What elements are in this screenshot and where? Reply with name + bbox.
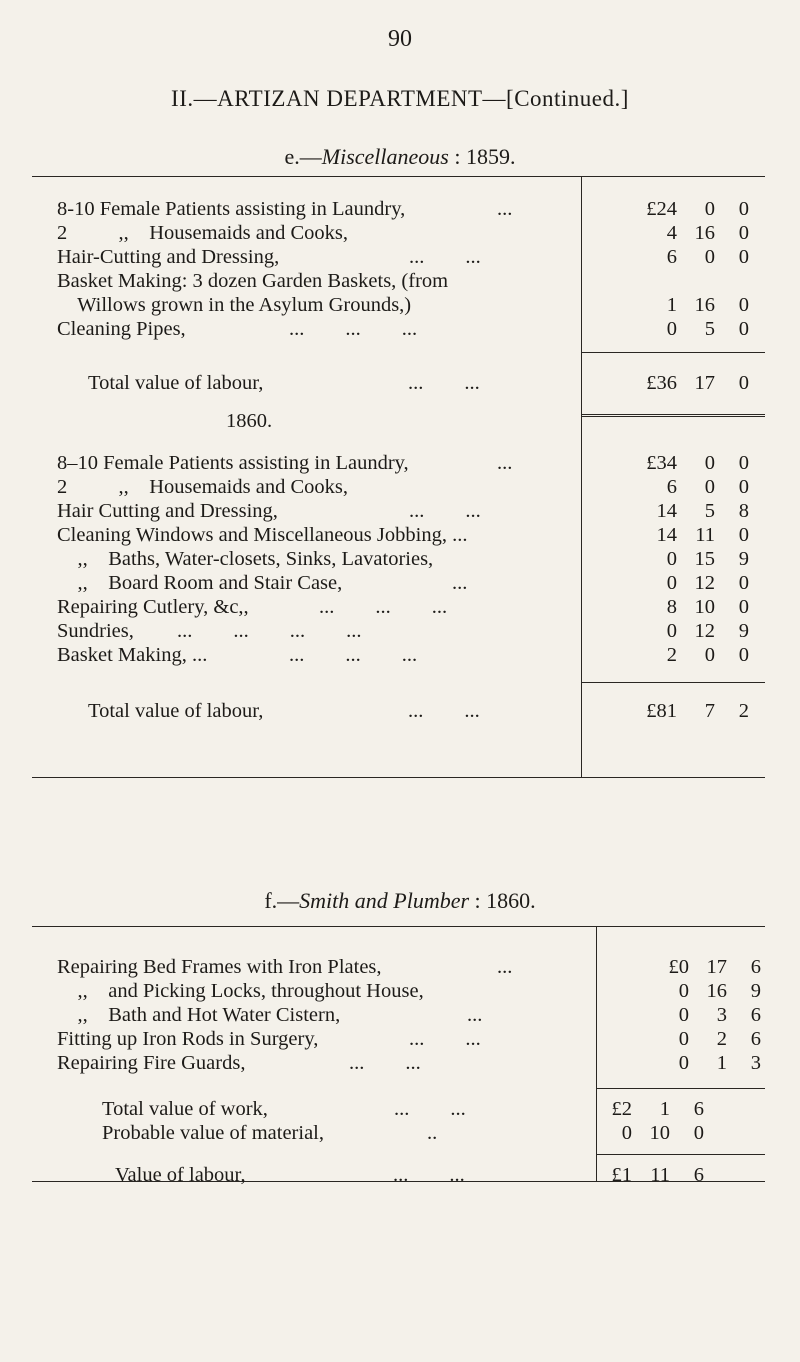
leader-dots: ... bbox=[497, 956, 513, 978]
pence: 0 bbox=[738, 476, 749, 498]
amount bbox=[623, 1028, 761, 1051]
shillings: 15 bbox=[694, 548, 715, 570]
pence: 6 bbox=[693, 1098, 704, 1120]
pounds: 0 bbox=[678, 1052, 689, 1074]
pence: 0 bbox=[738, 246, 749, 268]
section-f-title bbox=[0, 888, 800, 914]
leader-dots: ... ... bbox=[394, 1098, 466, 1120]
row-label: ,, and Picking Locks, throughout House, bbox=[57, 980, 424, 1002]
labour-amount bbox=[566, 1164, 704, 1187]
amount bbox=[623, 980, 761, 1003]
section-f-suffix: : 1860. bbox=[469, 888, 536, 913]
table-row bbox=[57, 294, 749, 320]
pounds: 0 bbox=[666, 572, 677, 594]
pence: 3 bbox=[750, 1052, 761, 1074]
total-label: Total value of work, bbox=[102, 1098, 268, 1120]
pence: 0 bbox=[693, 1122, 704, 1144]
shillings: 7 bbox=[704, 700, 715, 722]
pence: 0 bbox=[738, 596, 749, 618]
amount bbox=[623, 1004, 761, 1027]
leader-dots: ... ... bbox=[408, 372, 480, 394]
row-label: Cleaning Pipes, bbox=[57, 318, 186, 340]
amount bbox=[611, 500, 749, 523]
amount bbox=[623, 956, 761, 979]
row-label: Hair-Cutting and Dressing, bbox=[57, 246, 280, 268]
shillings: 0 bbox=[704, 452, 715, 474]
year-label: 1860. bbox=[226, 410, 273, 432]
pounds: 0 bbox=[666, 620, 677, 642]
pounds: £36 bbox=[646, 372, 677, 394]
row-label: Hair Cutting and Dressing, bbox=[57, 500, 278, 522]
shillings: 0 bbox=[704, 644, 715, 666]
row-label: ,, Bath and Hot Water Cistern, bbox=[57, 1004, 341, 1026]
pounds: 1 bbox=[666, 294, 677, 316]
row-label: Fitting up Iron Rods in Surgery, bbox=[57, 1028, 319, 1050]
shillings: 16 bbox=[694, 222, 715, 244]
row-label: Basket Making: 3 dozen Garden Baskets, (from bbox=[57, 270, 449, 292]
total-label: Total value of labour, bbox=[88, 372, 264, 394]
amount bbox=[611, 644, 749, 667]
leader-dots: ... ... ... ... bbox=[177, 620, 362, 642]
total-amount bbox=[566, 1098, 704, 1121]
section-e-title bbox=[0, 144, 800, 170]
amount bbox=[611, 452, 749, 475]
row-label: ,, Board Room and Stair Case, bbox=[57, 572, 343, 594]
section-f-title-italic: Smith and Plumber bbox=[299, 888, 470, 913]
pounds: £1 bbox=[611, 1164, 632, 1186]
shillings: 16 bbox=[706, 980, 727, 1002]
labour-label: Value of labour, bbox=[115, 1164, 246, 1186]
pence: 0 bbox=[738, 198, 749, 220]
pence: 8 bbox=[738, 500, 749, 522]
page-number: 90 bbox=[388, 26, 412, 52]
pounds: 4 bbox=[666, 222, 677, 244]
leader-dots: ... bbox=[467, 1004, 483, 1026]
pounds: 0 bbox=[678, 1004, 689, 1026]
total-amount bbox=[611, 372, 749, 395]
material-amount bbox=[566, 1122, 704, 1145]
pence: 2 bbox=[738, 700, 749, 722]
pence: 0 bbox=[738, 644, 749, 666]
pounds: 0 bbox=[621, 1122, 632, 1144]
shillings: 10 bbox=[649, 1122, 670, 1144]
section-e-suffix: : 1859. bbox=[448, 144, 516, 169]
pounds: 14 bbox=[656, 500, 677, 522]
year-rule bbox=[581, 414, 765, 417]
shillings: 0 bbox=[704, 246, 715, 268]
row-label: ,, Baths, Water-closets, Sinks, Lavatories, bbox=[57, 548, 434, 570]
leader-dots: ... bbox=[497, 198, 513, 220]
section-f-prefix: f.— bbox=[264, 888, 300, 913]
subtotal-rule bbox=[596, 1088, 765, 1089]
total-amount bbox=[611, 700, 749, 723]
shillings: 2 bbox=[716, 1028, 727, 1050]
pence: 0 bbox=[738, 222, 749, 244]
pounds: 2 bbox=[666, 644, 677, 666]
amount bbox=[611, 620, 749, 643]
pounds: 0 bbox=[666, 548, 677, 570]
amount bbox=[611, 476, 749, 499]
amount bbox=[611, 572, 749, 595]
row-label: Willows grown in the Asylum Grounds,) bbox=[57, 294, 412, 316]
pence: 0 bbox=[738, 572, 749, 594]
pence: 9 bbox=[738, 548, 749, 570]
pounds: £0 bbox=[668, 956, 689, 978]
row-label: Repairing Fire Guards, bbox=[57, 1052, 246, 1074]
department-heading: II.—ARTIZAN DEPARTMENT—[Continued.] bbox=[171, 86, 629, 111]
row-label: Basket Making, ... bbox=[57, 644, 208, 666]
pence: 6 bbox=[693, 1164, 704, 1186]
leader-dots: .. bbox=[427, 1122, 438, 1144]
pounds: 14 bbox=[656, 524, 677, 546]
material-label: Probable value of material, bbox=[102, 1122, 324, 1144]
pence: 9 bbox=[750, 980, 761, 1002]
section-e-title-italic: Miscellaneous bbox=[321, 144, 449, 169]
table-row bbox=[57, 222, 749, 248]
pence: 0 bbox=[738, 524, 749, 546]
pounds: £81 bbox=[646, 700, 677, 722]
pence: 0 bbox=[738, 372, 749, 394]
leader-dots: ... ... bbox=[409, 246, 481, 268]
leader-dots: ... ... bbox=[409, 1028, 481, 1050]
amount bbox=[611, 198, 749, 221]
row-label: 2 ,, Housemaids and Cooks, bbox=[57, 476, 348, 498]
leader-dots: ... ... bbox=[409, 500, 481, 522]
subtotal-rule bbox=[581, 682, 765, 683]
row-label: Cleaning Windows and Miscellaneous Jobbing, ... bbox=[57, 524, 468, 546]
pounds: 0 bbox=[678, 1028, 689, 1050]
pounds: 0 bbox=[666, 318, 677, 340]
leader-dots: ... ... bbox=[349, 1052, 421, 1074]
amount bbox=[611, 246, 749, 269]
shillings: 12 bbox=[694, 620, 715, 642]
pounds: 6 bbox=[666, 476, 677, 498]
shillings: 10 bbox=[694, 596, 715, 618]
shillings: 16 bbox=[694, 294, 715, 316]
shillings: 17 bbox=[706, 956, 727, 978]
pence: 0 bbox=[738, 294, 749, 316]
shillings: 11 bbox=[650, 1164, 670, 1186]
amount bbox=[611, 596, 749, 619]
amount bbox=[611, 548, 749, 571]
leader-dots: ... ... ... bbox=[319, 596, 448, 618]
subtotal-rule bbox=[581, 352, 765, 353]
pence: 6 bbox=[750, 956, 761, 978]
amount bbox=[623, 1052, 761, 1075]
pounds: 8 bbox=[666, 596, 677, 618]
leader-dots: ... ... ... bbox=[289, 318, 418, 340]
pence: 6 bbox=[750, 1028, 761, 1050]
pence: 0 bbox=[738, 452, 749, 474]
leader-dots: ... bbox=[452, 572, 468, 594]
pence: 6 bbox=[750, 1004, 761, 1026]
pounds: £24 bbox=[646, 198, 677, 220]
amount bbox=[611, 294, 749, 317]
shillings: 0 bbox=[704, 476, 715, 498]
shillings: 11 bbox=[695, 524, 715, 546]
shillings: 5 bbox=[704, 500, 715, 522]
pounds: 0 bbox=[678, 980, 689, 1002]
amount bbox=[611, 222, 749, 245]
leader-dots: ... ... ... bbox=[289, 644, 418, 666]
total-label: Total value of labour, bbox=[88, 700, 264, 722]
amount bbox=[611, 318, 749, 341]
row-label: 2 ,, Housemaids and Cooks, bbox=[57, 222, 348, 244]
pounds: 6 bbox=[666, 246, 677, 268]
section-e-divider bbox=[581, 176, 582, 778]
shillings: 12 bbox=[694, 572, 715, 594]
shillings: 0 bbox=[704, 198, 715, 220]
section-e-prefix: e.— bbox=[284, 144, 322, 169]
shillings: 17 bbox=[694, 372, 715, 394]
shillings: 3 bbox=[716, 1004, 727, 1026]
row-label: Repairing Cutlery, &c,, bbox=[57, 596, 249, 618]
pounds: £34 bbox=[646, 452, 677, 474]
pounds: £2 bbox=[611, 1098, 632, 1120]
leader-dots: ... bbox=[497, 452, 513, 474]
subtotal-rule bbox=[596, 1154, 765, 1155]
pence: 9 bbox=[738, 620, 749, 642]
leader-dots: ... ... bbox=[393, 1164, 465, 1186]
shillings: 5 bbox=[704, 318, 715, 340]
row-label: Repairing Bed Frames with Iron Plates, bbox=[57, 956, 382, 978]
row-label: 8–10 Female Patients assisting in Laundry, bbox=[57, 452, 409, 474]
shillings: 1 bbox=[659, 1098, 670, 1120]
shillings: 1 bbox=[716, 1052, 727, 1074]
row-label: Sundries, bbox=[57, 620, 134, 642]
amount bbox=[611, 524, 749, 547]
leader-dots: ... ... bbox=[408, 700, 480, 722]
row-label: 8-10 Female Patients assisting in Laundry, bbox=[57, 198, 406, 220]
pence: 0 bbox=[738, 318, 749, 340]
